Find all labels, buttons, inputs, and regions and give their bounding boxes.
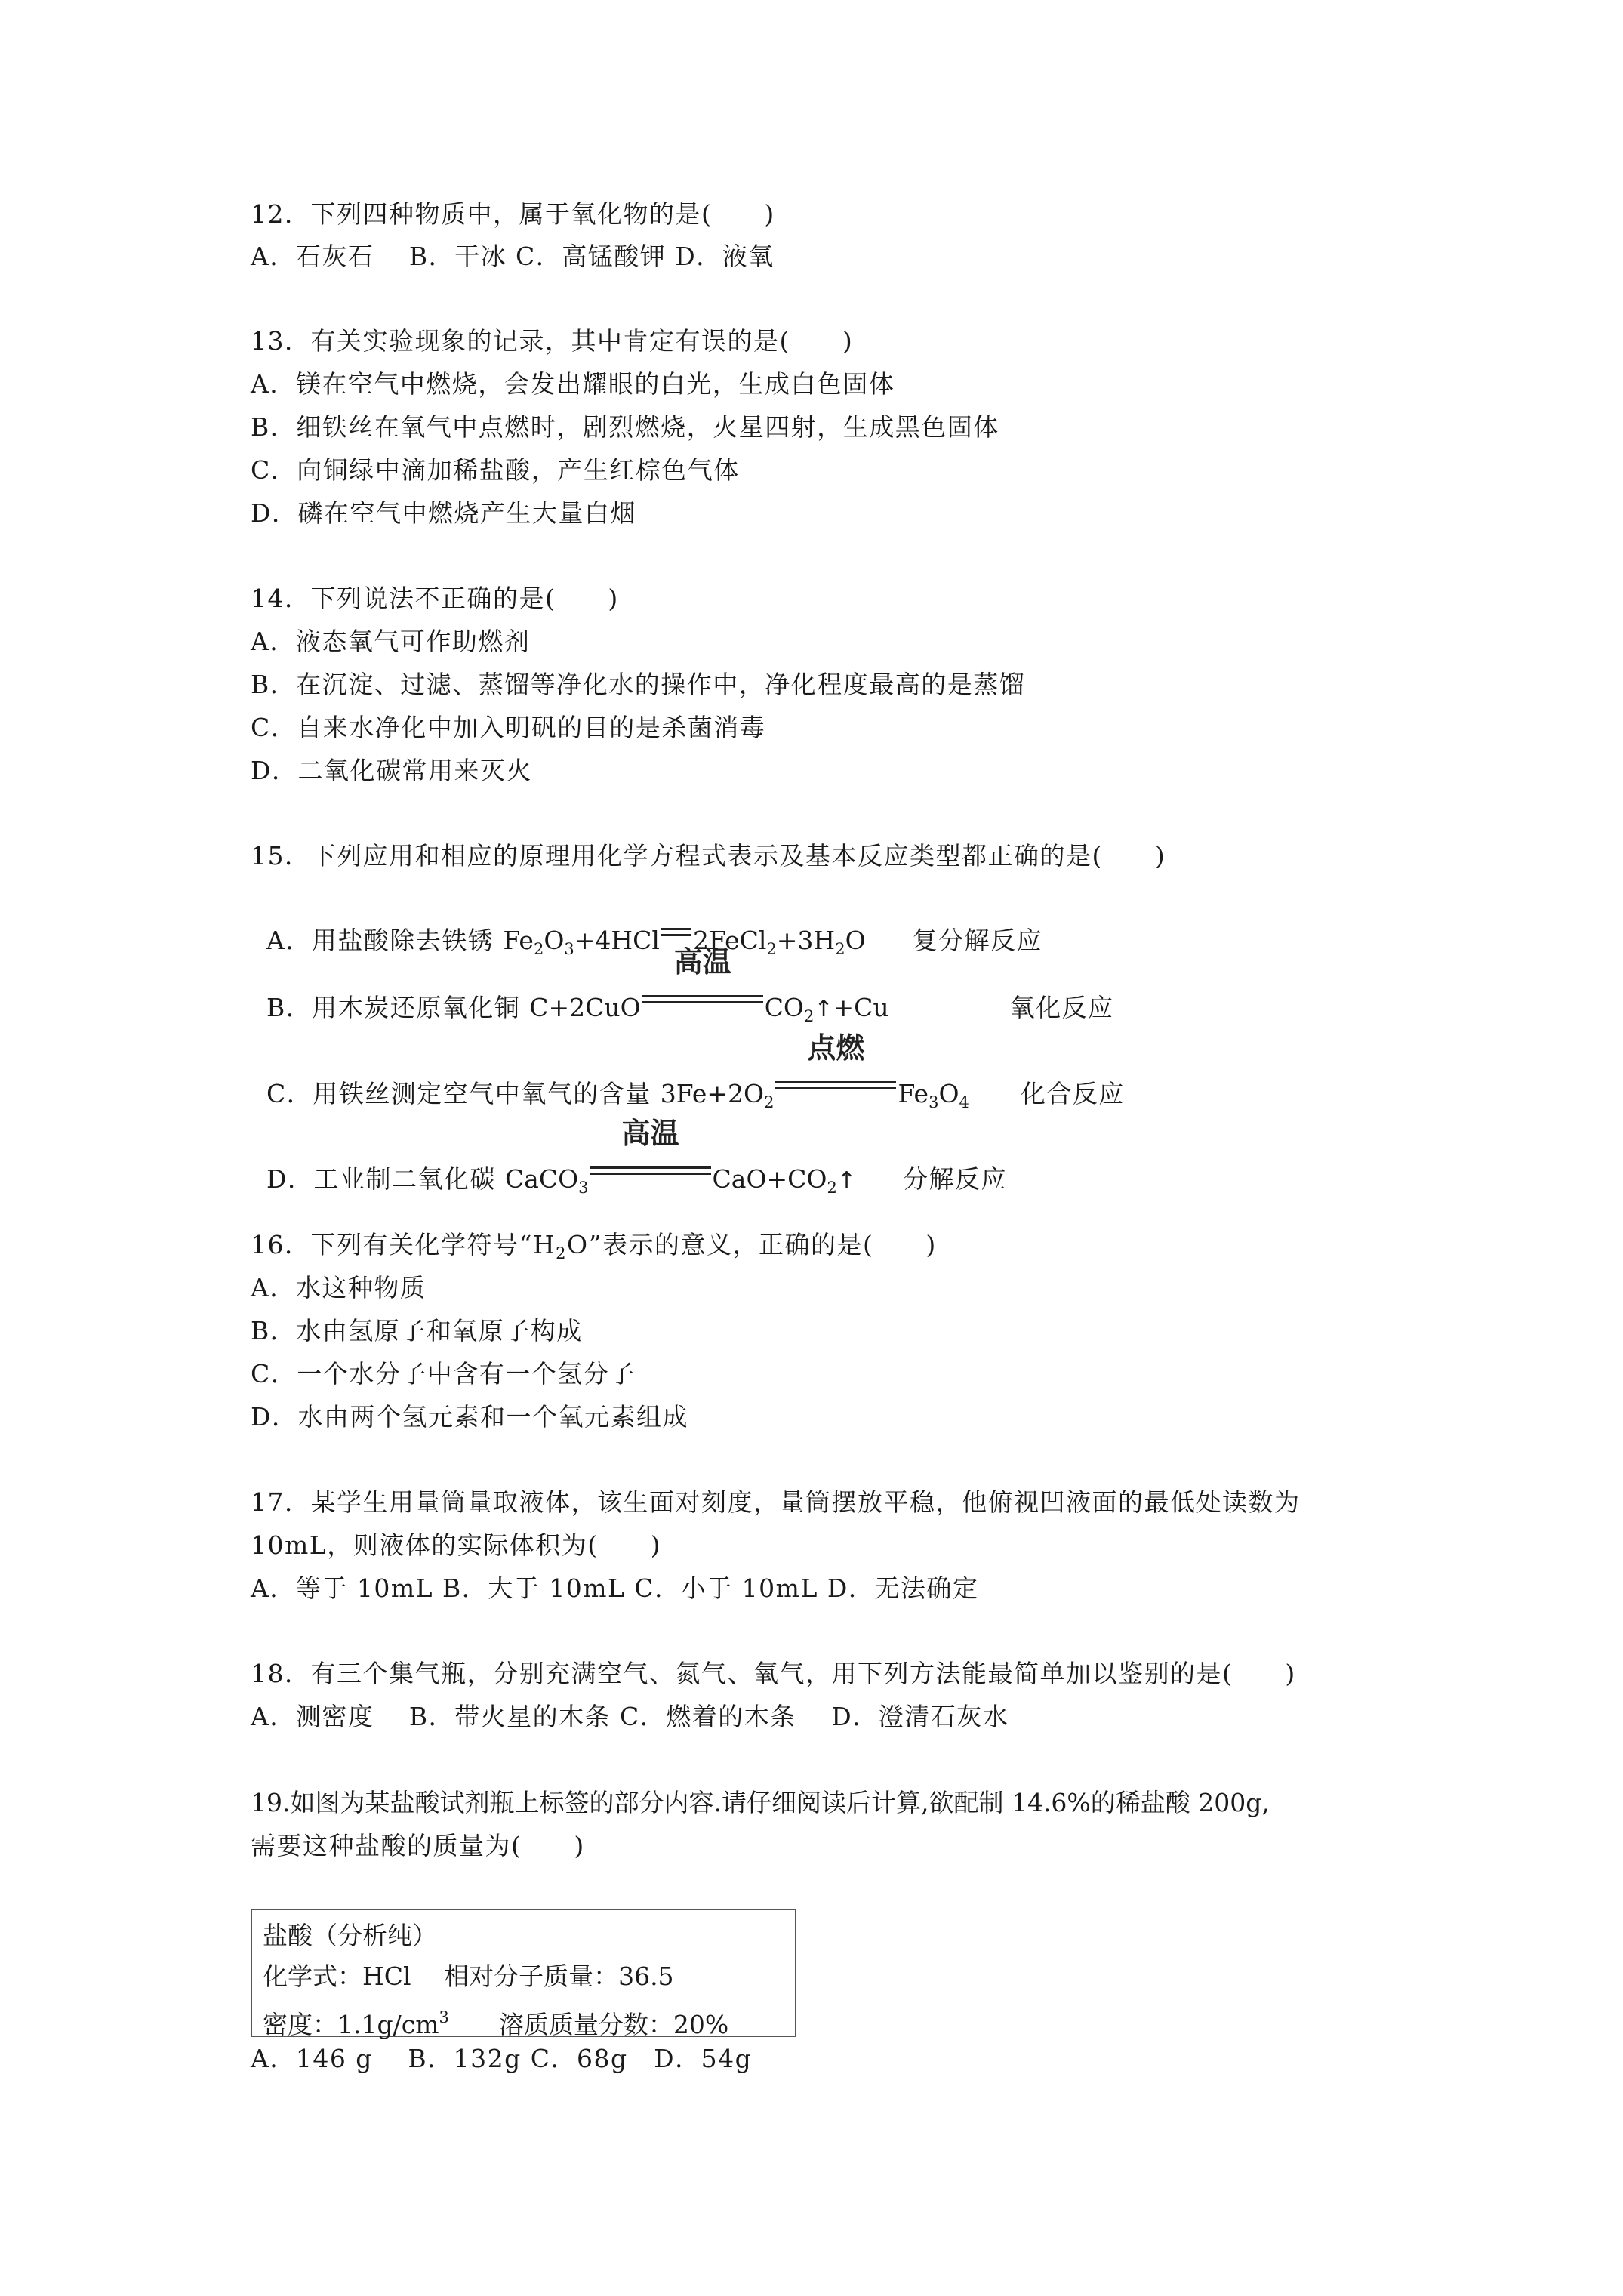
q13-option-d: D．磷在空气中燃烧产生大量白烟 bbox=[251, 498, 636, 528]
q14-option-c: C．自来水净化中加入明矾的目的是杀菌消毒 bbox=[251, 713, 766, 742]
q13-option-b: B．细铁丝在氧气中点燃时，剧烈燃烧，火星四射，生成黑色固体 bbox=[251, 412, 999, 442]
q15-d-type: 分解反应 bbox=[903, 1164, 1007, 1194]
q17-options: A．等于 10mL B．大于 10mL C．小于 10mL D．无法确定 bbox=[251, 1573, 979, 1603]
q16-stem-post: O”表示的意义，正确的是( ) bbox=[567, 1230, 937, 1259]
q15-stem: 15．下列应用和相应的原理用化学方程式表示及基本反应类型都正确的是( ) bbox=[251, 841, 1166, 871]
q15-c-equation: $3Fe+2O_2$ 点燃 $Fe_3O_4$ bbox=[660, 1031, 969, 1111]
q12-stem: 12．下列四种物质中，属于氧化物的是( ) bbox=[251, 199, 775, 229]
reagent-label-density-sup: 3 bbox=[439, 2008, 449, 2026]
reagent-label-title: 盐酸（分析纯） bbox=[263, 1921, 437, 1950]
q15-b-prefix: B．用木炭还原氧化铜 bbox=[266, 993, 530, 1022]
q15-b-type: 氧化反应 bbox=[1009, 993, 1114, 1022]
reagent-label-density-text: 密度：1.1g/cm bbox=[263, 2010, 439, 2039]
q17-stem-line1: 17．某学生用量筒量取液体，该生面对刻度，量筒摆放平稳，他俯视凹液面的最低处读数为 bbox=[251, 1487, 1301, 1517]
q19-options: A．146 g B．132g C．68g D．54g bbox=[251, 2044, 753, 2073]
q12-options: A．石灰石 B．干冰 C．高锰酸钾 D．液氧 bbox=[251, 242, 775, 271]
q15-c-condition: 点燃 bbox=[807, 1031, 865, 1065]
q15-d-prefix: D．工业制二氧化碳 bbox=[266, 1164, 505, 1194]
q15-a-prefix: A．用盐酸除去铁锈 bbox=[266, 926, 504, 955]
q15-d-equation: CaCO$_3$ 高温 $CaO+CO_2↑$ bbox=[504, 1117, 856, 1197]
q15-c-prefix: C．用铁丝测定空气中氧气的含量 bbox=[266, 1079, 661, 1108]
q19-stem-line1: 19.如图为某盐酸试剂瓶上标签的部分内容.请仔细阅读后计算,欲配制 14.6%的稀盐酸 200g, bbox=[251, 1788, 1270, 1817]
q16-option-d: D．水由两个氢元素和一个氧元素组成 bbox=[251, 1402, 688, 1432]
q16-option-c: C．一个水分子中含有一个氢分子 bbox=[251, 1359, 636, 1388]
q14-stem: 14．下列说法不正确的是( ) bbox=[251, 584, 619, 613]
q15-b-condition: 高温 bbox=[673, 945, 731, 978]
q14-option-a: A．液态氧气可作助燃剂 bbox=[251, 627, 531, 656]
q15-c-type: 化合反应 bbox=[1020, 1079, 1125, 1108]
q15-option-b bbox=[251, 945, 1114, 1033]
q18-options: A．测密度 B．带火星的木条 C．燃着的木条 D．澄清石灰水 bbox=[251, 1702, 1009, 1731]
q18-stem: 18．有三个集气瓶，分别充满空气、氮气、氧气，用下列方法能最简单加以鉴别的是( ) bbox=[251, 1659, 1296, 1688]
reagent-label bbox=[251, 1909, 796, 2037]
q15-option-c bbox=[251, 1031, 1125, 1119]
q14-option-d: D．二氧化碳常用来灭火 bbox=[251, 756, 532, 785]
q15-d-condition: 高温 bbox=[621, 1117, 679, 1150]
reagent-label-fraction: 溶质质量分数：20% bbox=[448, 2010, 729, 2039]
q13-option-a: A．镁在空气中燃烧，会发出耀眼的白光，生成白色固体 bbox=[251, 369, 895, 399]
q19-stem-line2: 需要这种盐酸的质量为( ) bbox=[251, 1831, 585, 1860]
q14-option-b: B．在沉淀、过滤、蒸馏等净化水的操作中，净化程度最高的是蒸馏 bbox=[251, 670, 1026, 699]
q16-option-b: B．水由氢原子和氧原子构成 bbox=[251, 1316, 583, 1345]
q16-option-a: A．水这种物质 bbox=[251, 1273, 427, 1302]
q13-option-c: C．向铜绿中滴加稀盐酸，产生红棕色气体 bbox=[251, 455, 740, 485]
q17-stem-line2: 10mL，则液体的实际体积为( ) bbox=[251, 1530, 661, 1560]
reagent-label-density bbox=[263, 2001, 728, 2042]
reagent-label-formula: 化学式：HCl 相对分子质量：36.5 bbox=[263, 1962, 674, 1991]
q16-stem: 16．下列有关化学符号“$H_2O$”表示的意义，正确的是( ) bbox=[251, 1230, 937, 1262]
q15-b-equation: C+2CuO 高温 $CO_2↑+Cu$ bbox=[529, 945, 889, 1025]
q15-a-type: 复分解反应 bbox=[912, 926, 1043, 955]
q15-option-d bbox=[251, 1117, 1007, 1204]
q16-stem-pre: 16．下列有关化学符号“H bbox=[251, 1230, 556, 1259]
q13-stem: 13．有关实验现象的记录，其中肯定有误的是( ) bbox=[251, 326, 854, 356]
q15-a-equation: $Fe_2O_3+4HCl$ $2FeCl_2+3H_2O$ bbox=[503, 926, 866, 958]
